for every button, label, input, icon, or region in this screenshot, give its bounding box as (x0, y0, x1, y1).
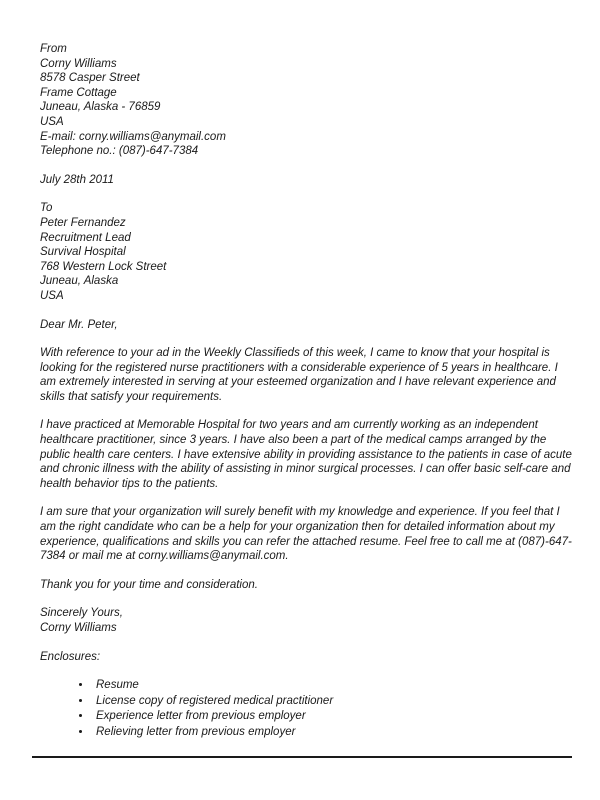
sender-label: From (40, 43, 67, 55)
body-paragraph: With reference to your ad in the Weekly Classifieds of this week, I came to know that your hospital is looking for the registered nurse practitioners with a considerable experience of 5 years in healthcare. I am extremely interested in serving at your esteemed organization and I have relevant experience and skills that satisfy your requirements. (40, 347, 558, 403)
sender-street: 8578 Casper Street (40, 72, 140, 85)
enclosure-item: • Relieving letter from previous employer (92, 725, 572, 740)
sender-block (40, 42, 572, 159)
recipient-company: Survival Hospital (40, 246, 126, 259)
enclosure-list (40, 678, 572, 739)
signoff-name: Corny Williams (40, 622, 117, 634)
enclosures-label: Enclosures: (40, 650, 101, 663)
closing-line: Thank you for your time and consideration. (40, 578, 258, 591)
salutation: Dear Mr. Peter, (40, 318, 118, 331)
recipient-street: 768 Western Lock Street (40, 260, 167, 273)
recipient-title: Recruitment Lead (40, 231, 131, 244)
sender-country: USA (40, 115, 64, 128)
sender-city: Juneau, Alaska - 76859 (40, 101, 161, 114)
sender-name: Corny Williams (40, 57, 117, 70)
signoff-block (40, 606, 572, 635)
enclosure-item: • Resume (92, 678, 572, 693)
body-paragraph: I have practiced at Memorable Hospital for two years and am currently working as an independent healthcare practitioner, since 3 years. I have also been a part of the medical camps arranged by the public health care centers. I have extensive ability in providing assistance to the patients in case of acute and chronic illness with the ability of assisting in minor surgical processes. I can offer basic self-care and health behavior tips to the patients. (40, 419, 572, 490)
recipient-block (40, 201, 572, 303)
recipient-label: To (40, 202, 53, 215)
body-paragraph: I am sure that your organization will surely benefit with my knowledge and experience. If you feel that I am the right candidate who can be a help for your organization then for detailed information about my experience, qualifications and skills you can refer the attached resume. Feel free to call me at (087)-647-7384 or mail me at corny.williams@anymail.com. (40, 506, 572, 563)
sender-cottage: Frame Cottage (40, 86, 117, 99)
recipient-city: Juneau, Alaska (40, 275, 119, 288)
enclosure-item: • License copy of registered medical practitioner (92, 694, 572, 709)
recipient-country: USA (40, 289, 64, 302)
recipient-name: Peter Fernandez (40, 216, 126, 229)
sender-email: E-mail: corny.williams@anymail.com (40, 130, 226, 143)
signoff-phrase: Sincerely Yours, (40, 607, 123, 620)
enclosure-item: • Experience letter from previous employer (92, 709, 572, 724)
footer-divider (32, 756, 572, 758)
letter-date: July 28th 2011 (40, 173, 114, 186)
sender-phone: Telephone no.: (087)-647-7384 (40, 145, 199, 158)
